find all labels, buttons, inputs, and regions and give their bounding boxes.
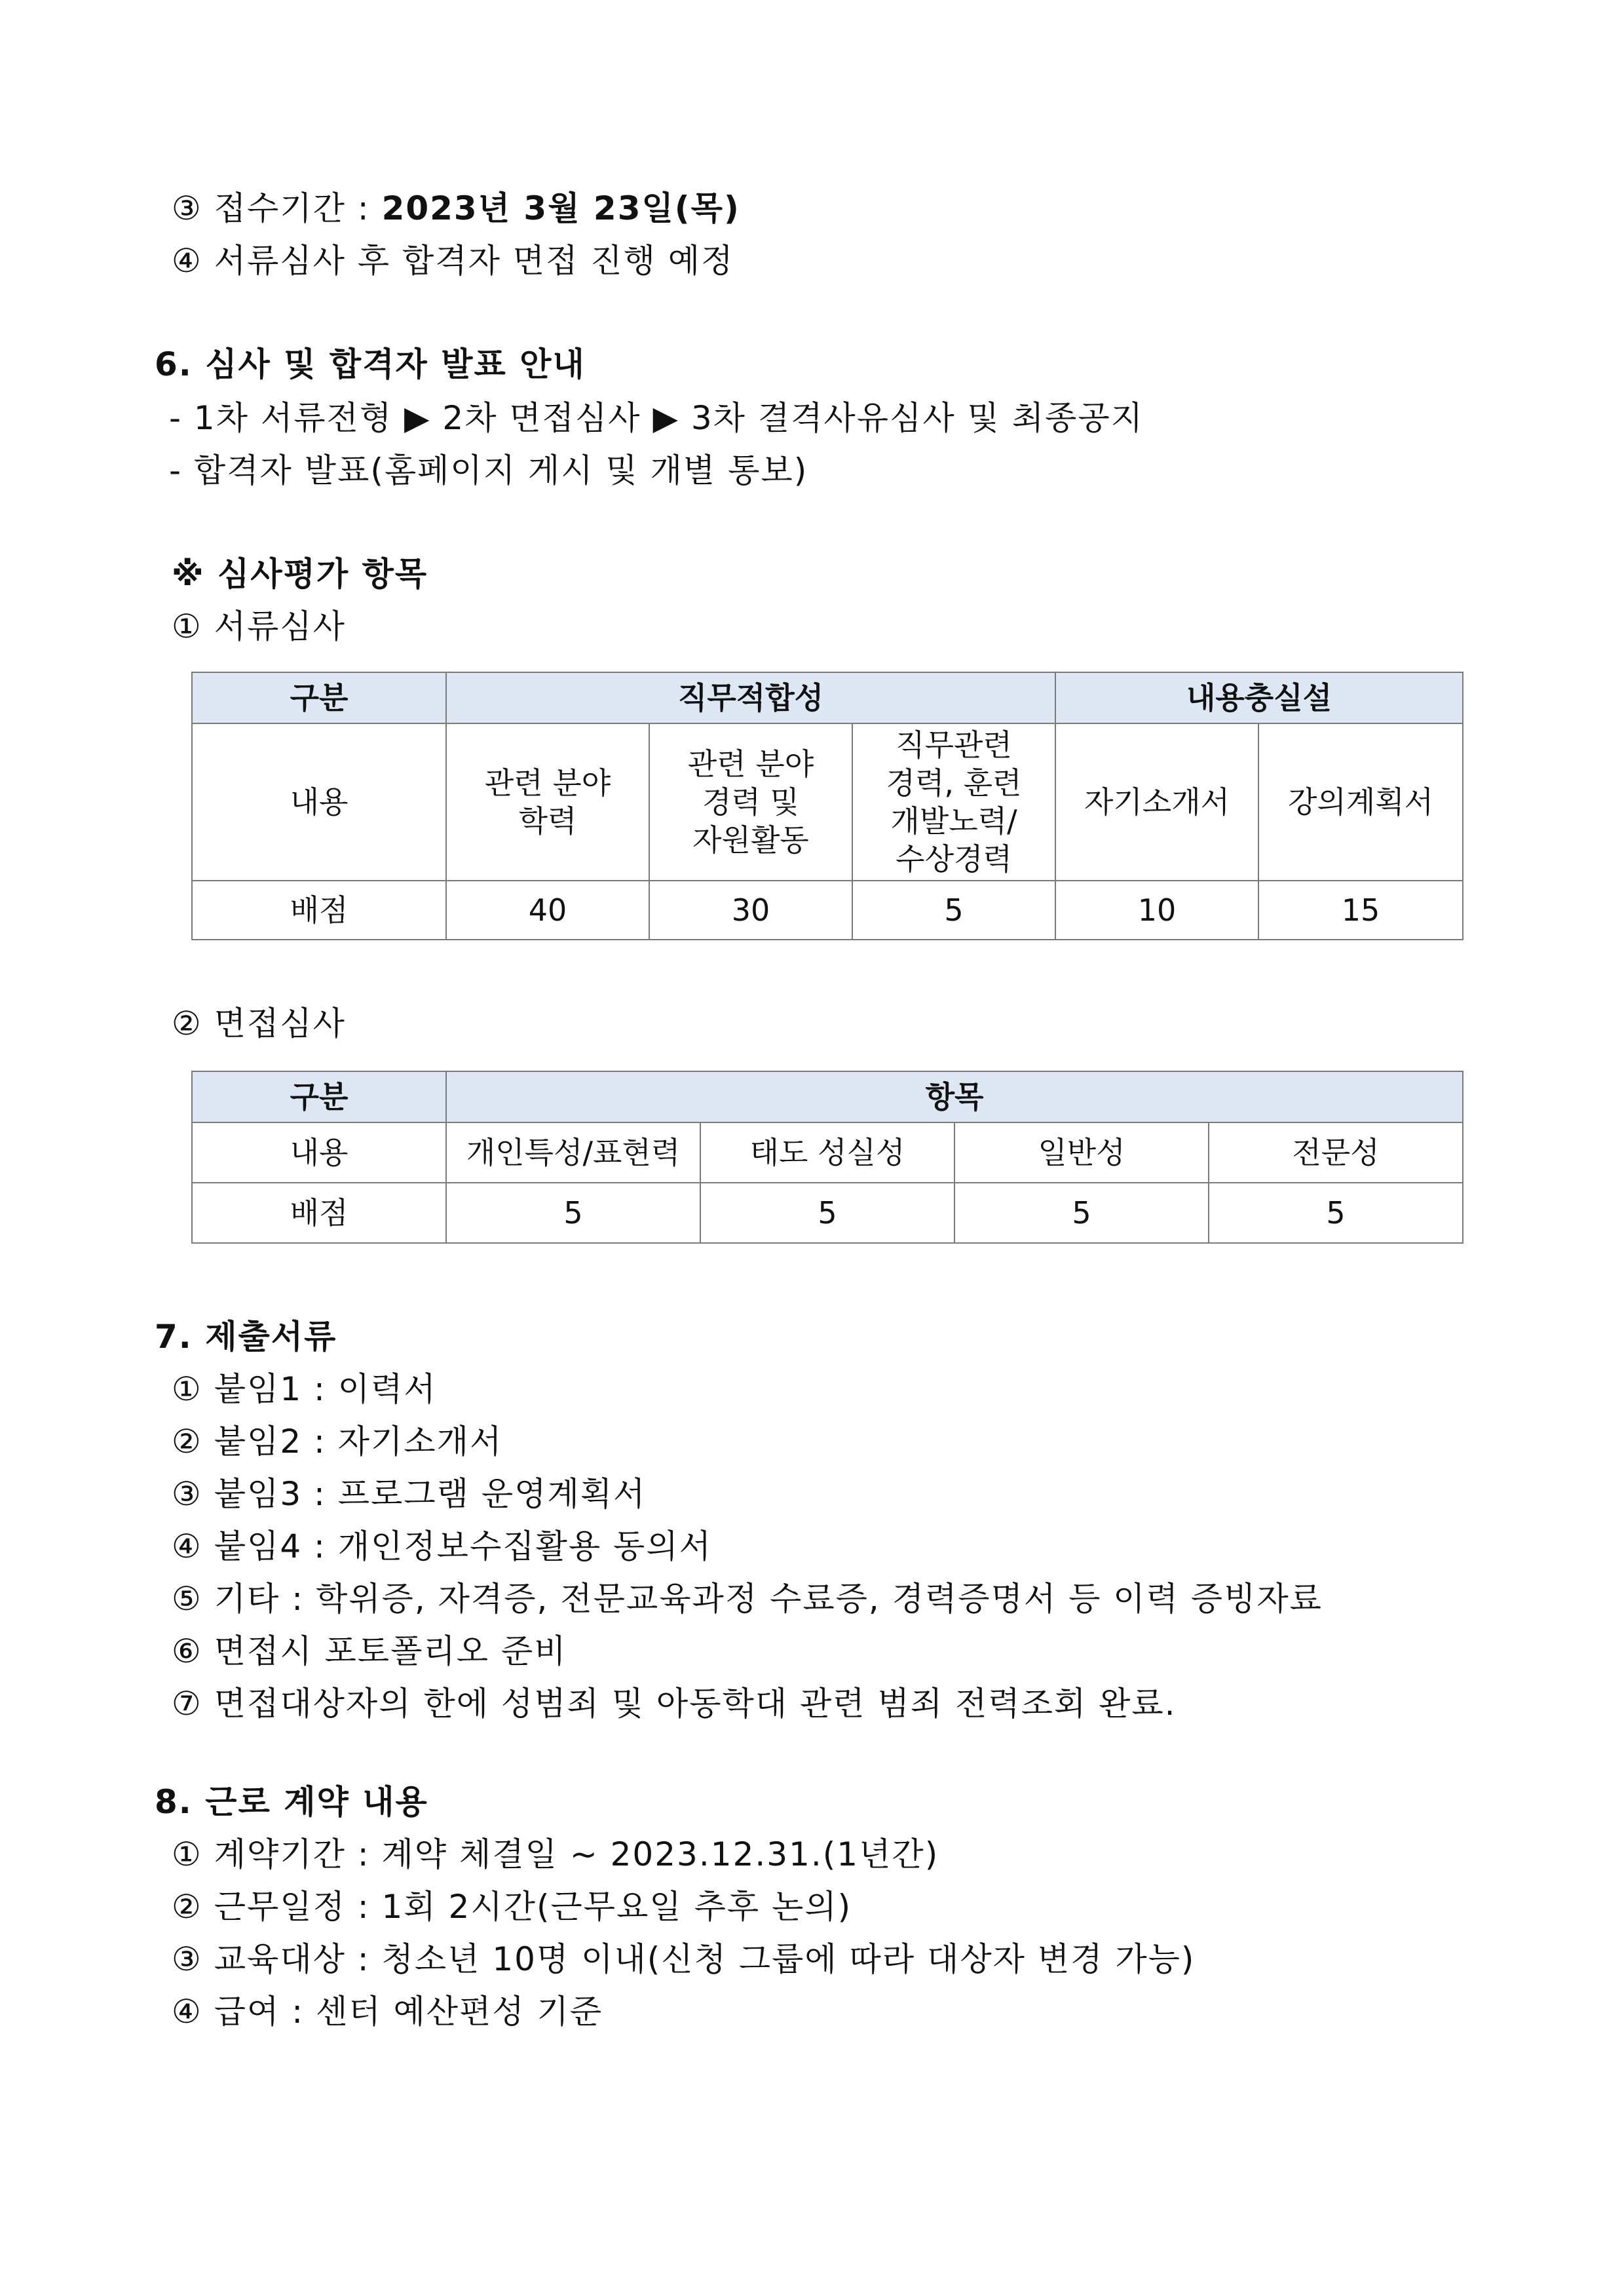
doc-table-item-lecture-plan: 강의계획서 [1258,723,1463,881]
doc-table-item-self-intro: 자기소개서 [1055,723,1258,881]
intake-interview-note: ④ 서류심사 후 합격자 면접 진행 예정 [172,242,734,280]
interview-table-header-row [192,1071,1463,1122]
doc-review-table [191,672,1463,940]
doc-table-header-row [192,672,1463,723]
interview-table [191,1071,1463,1244]
interview-table-score: 5 [954,1183,1209,1243]
section-6-process-line: - 1차 서류전형 ▶ 2차 면접심사 ▶ 3차 결격사유심사 및 최종공지 [169,399,1144,437]
doc-table-score: 5 [852,881,1055,940]
interview-table-header-items: 항목 [446,1071,1463,1122]
doc-table-item-experience: 관련 분야 경력 및 자원활동 [649,723,852,881]
section-7-item: ④ 붙임4 : 개인정보수집활용 동의서 [172,1527,712,1565]
section-7-heading: 7. 제출서류 [155,1318,337,1356]
doc-table-item-career: 직무관련 경력, 훈련 개발노력/ 수상경력 [852,723,1055,881]
doc-table-score: 30 [649,881,852,940]
section-8-heading: 8. 근로 계약 내용 [155,1783,428,1821]
doc-table-score: 40 [446,881,649,940]
interview-table-content-label: 내용 [192,1122,446,1183]
section-8-item: ② 근무일정 : 1회 2시간(근무요일 추후 논의) [172,1888,852,1926]
section-8-item: ③ 교육대상 : 청소년 10명 이내(신청 그룹에 따라 대상자 변경 가능) [172,1940,1196,1978]
interview-table-header-category: 구분 [192,1071,446,1122]
section-7-item: ⑤ 기타 : 학위증, 자격증, 전문교육과정 수료증, 경력증명서 등 이력 증빙자료 [172,1580,1323,1618]
doc-table-score: 15 [1258,881,1463,940]
doc-table-score-row [192,881,1463,940]
interview-table-score-label: 배점 [192,1183,446,1243]
doc-review-label: ① 서류심사 [172,607,346,645]
doc-table-content-row [192,723,1463,881]
interview-table-score: 5 [446,1183,700,1243]
section-7-item: ⑦ 면접대상자의 한에 성범죄 및 아동학대 관련 범죄 전력조회 완료. [172,1685,1177,1723]
doc-table-header-job-fit: 직무적합성 [446,672,1055,723]
doc-table-score: 10 [1055,881,1258,940]
section-8-item: ① 계약기간 : 계약 체결일 ~ 2023.12.31.(1년간) [172,1835,939,1873]
evaluation-heading: ※ 심사평가 항목 [172,555,428,593]
section-6-announce-line: - 합격자 발표(홈페이지 게시 및 개별 통보) [169,451,808,489]
interview-table-score: 5 [1209,1183,1463,1243]
interview-label: ② 면접심사 [172,1004,346,1043]
intake-period-date: 2023년 3월 23일(목) [381,189,740,227]
interview-table-score: 5 [700,1183,954,1243]
intake-period-line [172,187,740,229]
section-8-item: ④ 급여 : 센터 예산편성 기준 [172,1993,603,2031]
doc-table-header-content: 내용충실설 [1055,672,1463,723]
interview-table-item: 개인특성/표현력 [446,1122,700,1183]
doc-table-score-label: 배점 [192,881,446,940]
doc-table-item-education: 관련 분야 학력 [446,723,649,881]
section-7-item: ① 붙임1 : 이력서 [172,1370,437,1408]
intake-period-label: ③ 접수기간 : [172,189,382,227]
doc-table-content-label: 내용 [192,723,446,881]
section-7-item: ⑥ 면접시 포토폴리오 준비 [172,1632,567,1670]
interview-table-item: 일반성 [954,1122,1209,1183]
interview-table-item: 전문성 [1209,1122,1463,1183]
doc-table-header-category: 구분 [192,672,446,723]
interview-table-item: 태도 성실성 [700,1122,954,1183]
section-6-heading: 6. 심사 및 합격자 발표 안내 [155,345,586,383]
interview-table-score-row [192,1183,1463,1243]
section-7-item: ③ 붙임3 : 프로그램 운영계획서 [172,1475,647,1513]
interview-table-content-row [192,1122,1463,1183]
section-7-item: ② 붙임2 : 자기소개서 [172,1423,503,1461]
